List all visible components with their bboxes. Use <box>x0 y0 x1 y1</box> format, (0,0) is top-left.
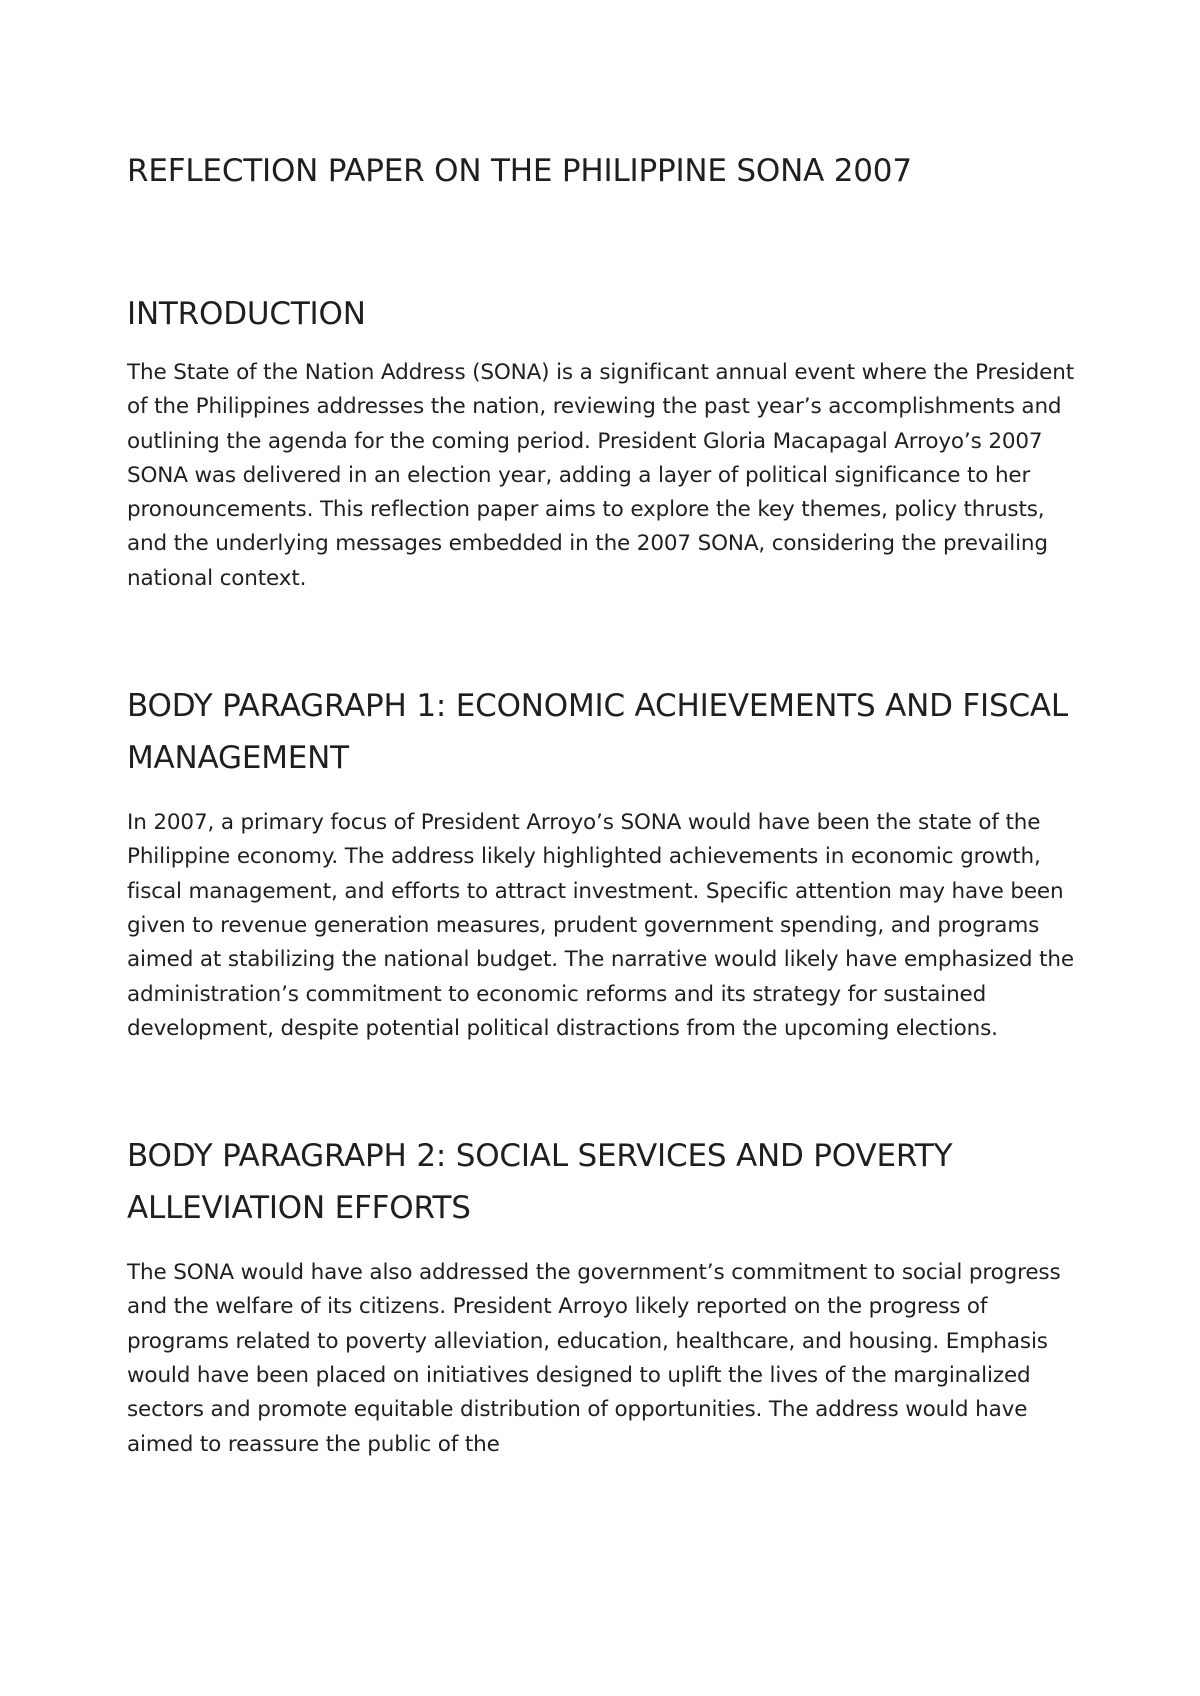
paragraph-body-1: In 2007, a primary focus of President Arroyo’s SONA would have been the state of the Philippine economy. The address likely highlighted achievements in economic growth, fiscal management, and efforts to attract investment. Specific attention may have been given to revenue generation measures, prudent government spending, and programs aimed at stabilizing the national budget. The narrative would likely have emphasized the administration’s commitment to economic reforms and its strategy for sustained development, despite potential political distractions from the upcoming elections. <box>127 810 1074 1041</box>
document-title: REFLECTION PAPER ON THE PHILIPPINE SONA 2007 <box>127 153 912 189</box>
section-heading-body-paragraph-2: BODY PARAGRAPH 2: SOCIAL SERVICES AND POVERTY ALLEVIATION EFFORTS <box>127 1138 953 1227</box>
paragraph-body-2: The SONA would have also addressed the government’s commitment to social progress and the welfare of its citizens. President Arroyo likely reported on the progress of programs related to poverty alleviation, education, healthcare, and housing. Emphasis would have been placed on initiatives designed to uplift the lives of the marginalized sectors and promote equitable distribution of opportunities. The address would have aimed to reassure the public of the <box>127 1260 1061 1457</box>
document-content <box>127 150 1087 1462</box>
section-heading-introduction: INTRODUCTION <box>127 296 366 332</box>
paragraph-introduction: The State of the Nation Address (SONA) is a significant annual event where the President of the Philippines addresses the nation, reviewing the past year’s accomplishments and outlining the agenda for the coming period. President Gloria Macapagal Arroyo’s 2007 SONA was delivered in an election year, adding a layer of political significance to her pronouncements. This reflection paper aims to explore the key themes, policy thrusts, and the underlying messages embedded in the 2007 SONA, considering the prevailing national context. <box>127 360 1074 591</box>
section-heading-body-paragraph-1: BODY PARAGRAPH 1: ECONOMIC ACHIEVEMENTS AND FISCAL MANAGEMENT <box>127 688 1068 777</box>
